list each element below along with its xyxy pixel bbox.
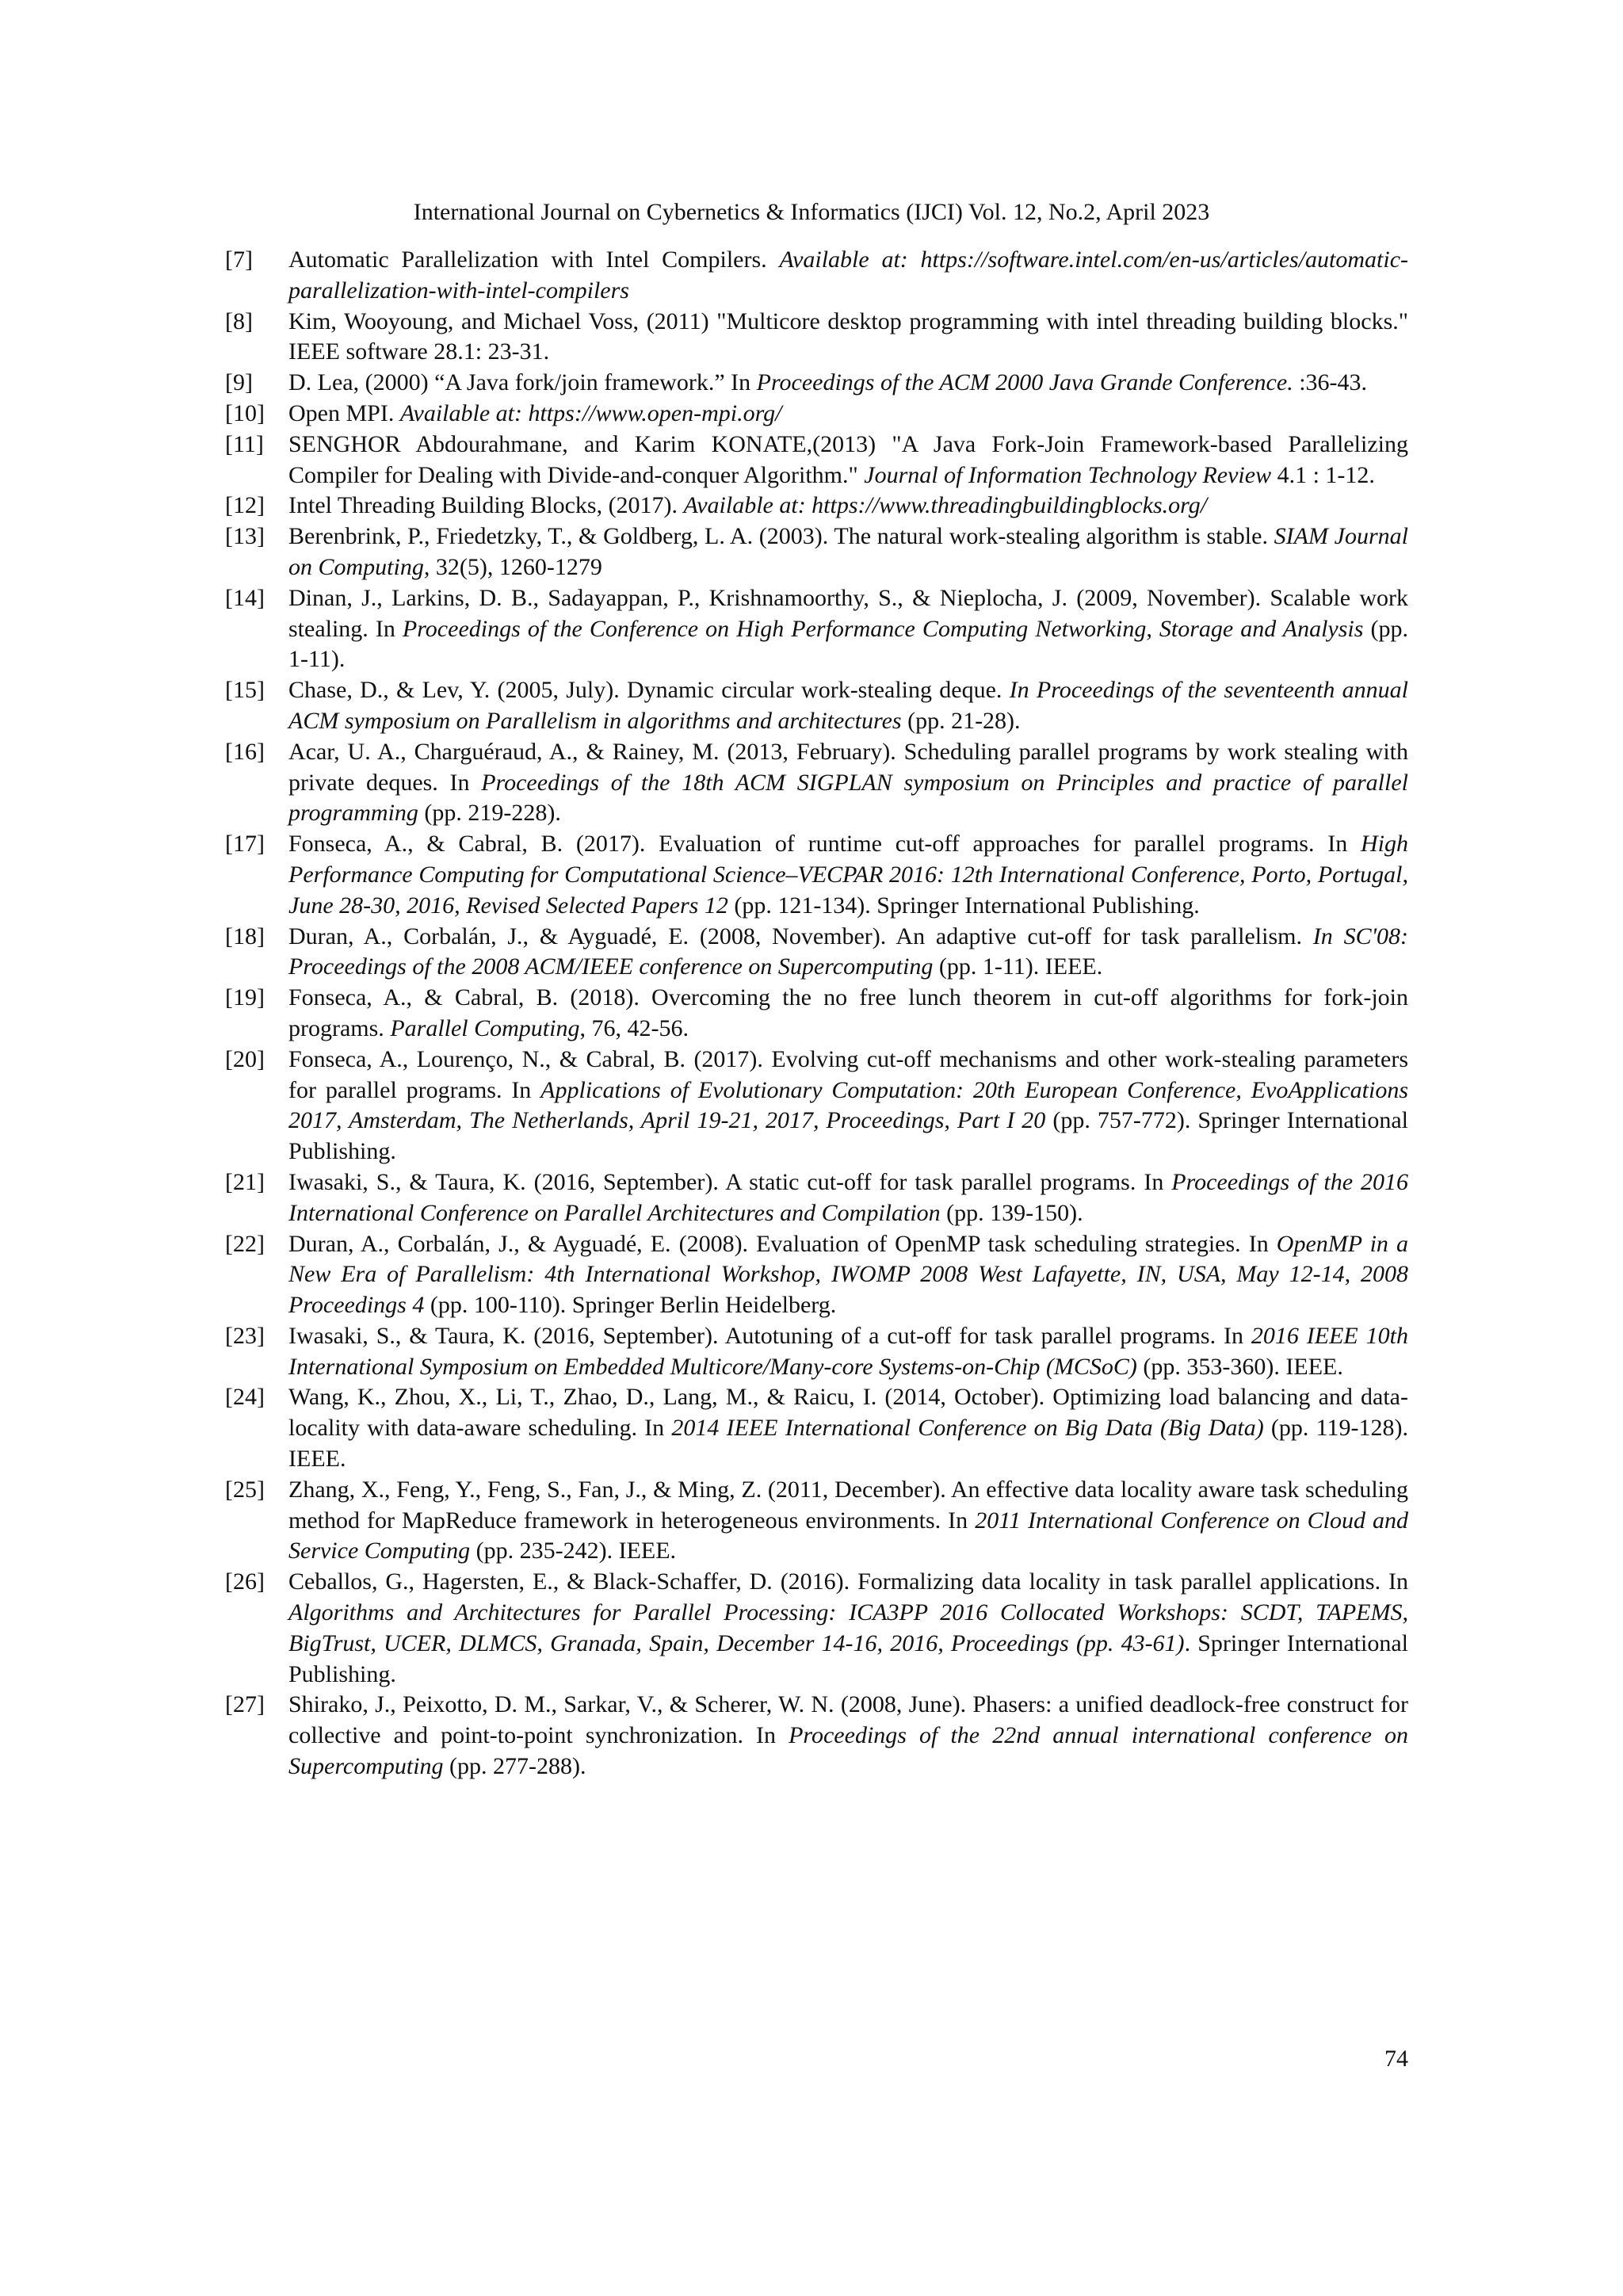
reference-segment: Zhang, X., Feng, Y., Feng, S., Fan, J., & Ming, Z. (2011, December). An effective data locality aware task scheduling method for MapReduce framework in heterogeneous environments. In [288,1476,1408,1534]
reference-text [288,1045,1408,1167]
reference-italic-segment: OpenMP in a New Era of Parallelism: 4th International Workshop, IWOMP 2008 West Lafayette, IN, USA, May 12-14, 2008 Proceedings 4 [288,1230,1408,1319]
reference-item [225,675,1408,737]
reference-text [288,1167,1408,1229]
reference-italic-segment: Available at: https://www.threadingbuildingblocks.org/ [683,492,1208,519]
reference-number: [22] [225,1230,265,1257]
reference-italic-segment: Available at: https://www.open-mpi.org/ [399,399,782,426]
reference-text [288,737,1408,829]
reference-italic-segment: 2014 IEEE International Conference on Big Data (Big Data) [671,1415,1264,1442]
reference-italic-segment: Journal of Information Technology Review [864,461,1272,488]
reference-text [288,583,1408,675]
reference-italic-segment: Proceedings of the ACM 2000 Java Grande Conference. [756,369,1293,396]
reference-number: [8] [225,308,253,334]
reference-italic-segment: Algorithms and Architectures for Parallel Processing: ICA3PP 2016 Collocated Workshops: SCDT, TAPEMS, BigTrust, UCER, DLMCS, Granada, Spain, December 14-16, 2016, Proceedings (pp. 43-61) [288,1599,1408,1656]
reference-segment: Open MPI. [288,399,400,426]
reference-segment: Berenbrink, P., Friedetzky, T., & Goldberg, L. A. (2003). The natural work-stealing algorithm is stable. [288,523,1274,550]
reference-italic-segment: Available at: https://software.intel.com/en-us/articles/automatic-parallelization-with-intel-compilers [288,246,1408,304]
reference-number: [20] [225,1045,265,1072]
reference-italic-segment: Parallel Computing [390,1014,580,1041]
reference-italic-segment: Applications of Evolutionary Computation: 20th European Conference, EvoApplications 2017, Amsterdam, The Netherlands, April 19-21, 2017, Proceedings, Part I 20 [288,1076,1409,1134]
reference-segment: Ceballos, G., Hagersten, E., & Black-Schaffer, D. (2016). Formalizing data locality in task parallel applications. In [288,1568,1408,1595]
reference-text [288,1690,1408,1782]
reference-segment: 4.1 : 1-12. [1271,461,1375,488]
reference-number: [11] [225,430,264,457]
reference-segment: Automatic Parallelization with Intel Compilers. [288,246,780,273]
reference-segment: Dinan, J., Larkins, D. B., Sadayappan, P., Krishnamoorthy, S., & Nieplocha, J. (2009, November). Scalable work stealing. In [288,584,1408,642]
reference-item [225,399,1408,430]
reference-number: [26] [225,1568,265,1595]
reference-text [288,1567,1408,1690]
reference-item [225,1567,1408,1690]
reference-text [288,399,1408,430]
reference-segment: (pp. 353-360). IEEE. [1136,1353,1343,1380]
reference-item [225,491,1408,521]
reference-italic-segment: 2016 IEEE 10th International Symposium on Embedded Multicore/Many-core Systems-on-Chip (MCSoC) [288,1322,1408,1380]
reference-text [288,922,1408,984]
reference-segment: (pp. 100-110). Springer Berlin Heidelberg. [424,1292,837,1319]
reference-text [288,829,1408,921]
reference-number: [15] [225,677,265,704]
reference-italic-segment: High Performance Computing for Computational Science–VECPAR 2016: 12th International Conference, Porto, Portugal, June 28-30, 2016, Revised Selected Papers 12 [288,831,1408,919]
reference-item [225,245,1408,307]
reference-number: [10] [225,399,265,426]
reference-number: [27] [225,1691,265,1718]
reference-number: [18] [225,923,265,949]
reference-segment: Intel Threading Building Blocks, (2017). [288,492,684,519]
reference-number: [16] [225,738,265,765]
reference-item [225,1167,1408,1229]
reference-text [288,1229,1408,1321]
reference-segment: (pp. 1-11). [288,615,1408,673]
reference-item [225,368,1408,399]
reference-segment: , 76, 42-56. [579,1014,689,1041]
reference-segment: Chase, D., & Lev, Y. (2005, July). Dynamic circular work-stealing deque. [288,677,1010,704]
reference-item [225,1229,1408,1321]
reference-segment: (pp. 277-288). [443,1753,586,1780]
reference-segment: (pp. 235-242). IEEE. [470,1538,677,1564]
reference-italic-segment: Proceedings of the 22nd annual international conference on Supercomputing [288,1722,1408,1780]
reference-segment: (pp. 119-128). IEEE. [288,1415,1408,1473]
reference-number: [21] [225,1168,265,1195]
reference-segment: (pp. 219-228). [418,800,561,827]
reference-number: [9] [225,369,253,396]
reference-item [225,430,1408,491]
reference-segment: (pp. 121-134). Springer International Publishing. [727,892,1200,919]
reference-item [225,829,1408,921]
reference-segment: Shirako, J., Peixotto, D. M., Sarkar, V., & Scherer, W. N. (2008, June). Phasers: a unified deadlock-free construct for collective and point-to-point synchronization. In [288,1691,1408,1749]
reference-italic-segment: In SC'08: Proceedings of the 2008 ACM/IEEE conference on Supercomputing [288,923,1409,980]
reference-text [288,430,1408,491]
reference-number: [17] [225,831,265,858]
reference-item [225,1382,1408,1474]
journal-header: International Journal on Cybernetics & Informatics (IJCI) Vol. 12, No.2, April 2023 [413,199,1210,225]
reference-segment: Duran, A., Corbalán, J., & Ayguadé, E. (2008). Evaluation of OpenMP task scheduling strategies. In [288,1230,1277,1257]
reference-text [288,521,1408,583]
reference-item [225,983,1408,1045]
reference-number: [12] [225,492,265,519]
reference-segment: :36-43. [1293,369,1368,396]
reference-text [288,307,1408,369]
reference-segment: SENGHOR Abdourahmane, and Karim KONATE,(2013) "A Java Fork-Join Framework-based Parallelizing Compiler for Dealing with Divide-and-conquer Algorithm." [288,430,1408,488]
reference-segment: Acar, U. A., Charguéraud, A., & Rainey, M. (2013, February). Scheduling parallel programs by work stealing with private deques. In [288,738,1408,796]
reference-text [288,675,1408,737]
reference-segment: (pp. 21-28). [901,707,1021,734]
reference-segment: Duran, A., Corbalán, J., & Ayguadé, E. (2008, November). An adaptive cut-off for task parallelism. [288,923,1313,949]
reference-item [225,1475,1408,1567]
reference-number: [23] [225,1322,265,1349]
reference-segment: Iwasaki, S., & Taura, K. (2016, September). A static cut-off for task parallel programs. In [288,1168,1172,1195]
reference-text [288,1382,1408,1474]
reference-number: [19] [225,984,265,1011]
reference-segment: (pp. 139-150). [940,1199,1083,1226]
reference-number: [7] [225,246,253,273]
reference-segment: (pp. 757-772). Springer International Publishing. [288,1107,1408,1165]
reference-italic-segment: SIAM Journal on Computing, [288,523,1408,580]
reference-list [225,245,1408,1782]
reference-item [225,307,1408,369]
reference-text [288,1321,1408,1383]
reference-item [225,1321,1408,1383]
page-number: 74 [1384,2046,1408,2072]
reference-text [288,983,1408,1045]
reference-segment: Iwasaki, S., & Taura, K. (2016, September). Autotuning of a cut-off for task parallel programs. In [288,1322,1251,1349]
reference-text [288,1475,1408,1567]
reference-italic-segment: Proceedings of the Conference on High Performance Computing Networking, Storage and Analysis [402,615,1364,642]
reference-text [288,245,1408,307]
reference-item [225,922,1408,984]
reference-number: [25] [225,1476,265,1503]
reference-italic-segment: 2011 International Conference on Cloud and Service Computing [288,1507,1408,1564]
reference-segment: Kim, Wooyoung, and Michael Voss, (2011) "Multicore desktop programming with intel threading building blocks." IEEE software 28.1: 23-31. [288,308,1408,365]
reference-segment: Fonseca, A., & Cabral, B. (2018). Overcoming the no free lunch theorem in cut-off algorithms for fork-join programs. [288,984,1408,1041]
reference-item [225,583,1408,675]
reference-italic-segment: In Proceedings of the seventeenth annual ACM symposium on Parallelism in algorithms and architectures [288,677,1408,734]
reference-text [288,368,1408,399]
reference-item [225,1690,1408,1782]
reference-segment: Fonseca, A., & Cabral, B. (2017). Evaluation of runtime cut-off approaches for parallel programs. In [288,831,1361,858]
reference-number: [24] [225,1384,265,1411]
reference-item [225,737,1408,829]
reference-italic-segment: Proceedings of the 18th ACM SIGPLAN symposium on Principles and practice of parallel programming [288,769,1408,827]
reference-number: [14] [225,584,265,611]
reference-segment: D. Lea, (2000) “A Java fork/join framework.” In [288,369,757,396]
reference-number: [13] [225,523,265,550]
reference-segment: Fonseca, A., Lourenço, N., & Cabral, B. (2017). Evolving cut-off mechanisms and other work-stealing parameters for parallel programs. In [288,1045,1408,1103]
reference-segment: Wang, K., Zhou, X., Li, T., Zhao, D., Lang, M., & Raicu, I. (2014, October). Optimizing load balancing and data-locality with data-aware scheduling. In [288,1384,1408,1442]
reference-segment: . Springer International Publishing. [288,1629,1408,1687]
reference-item [225,521,1408,583]
reference-item [225,1045,1408,1167]
reference-text [288,491,1408,521]
reference-segment: (pp. 1-11). IEEE. [933,953,1103,980]
reference-segment: 32(5), 1260-1279 [430,553,602,580]
reference-italic-segment: Proceedings of the 2016 International Conference on Parallel Architectures and Compilation [288,1168,1408,1226]
